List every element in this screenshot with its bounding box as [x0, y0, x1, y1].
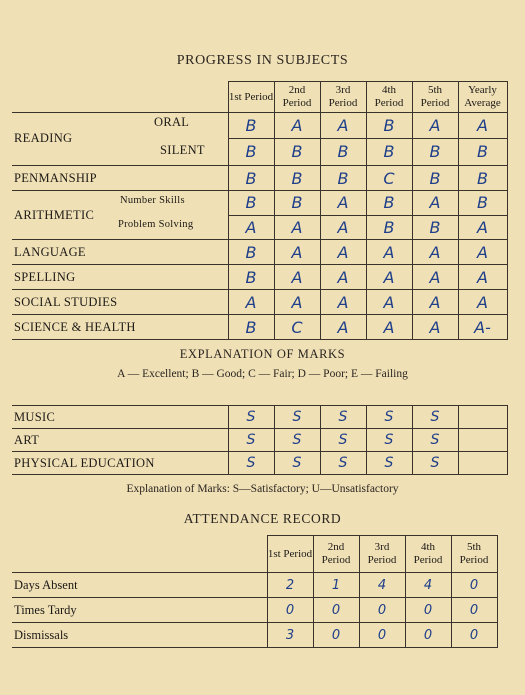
column-header: 2nd Period [313, 536, 359, 573]
value-cell: 4 [405, 573, 451, 598]
column-header: 4th Period [366, 82, 412, 113]
mark-cell: B [320, 166, 366, 191]
mark-cell: A [228, 215, 274, 240]
sub-label-oral: ORAL [154, 115, 190, 129]
mark-cell: A [274, 113, 320, 139]
mark-cell: B [412, 138, 458, 165]
attendance-title: ATTENDANCE RECORD [183, 511, 342, 526]
subject-arithmetic [12, 191, 228, 240]
subject-label: ARITHMETIC [14, 208, 95, 222]
subject-social-studies: SOCIAL STUDIES [12, 290, 228, 315]
mark-cell: A [320, 315, 366, 340]
value-cell: 0 [313, 598, 359, 623]
mark-cell: S [320, 406, 366, 429]
table-row [12, 406, 507, 429]
mark-cell: A [274, 290, 320, 315]
table-row [12, 191, 507, 216]
mark-cell: B [458, 138, 507, 165]
mark-cell: B [228, 138, 274, 165]
subject-art: ART [12, 429, 228, 452]
mark-cell: S [274, 452, 320, 475]
mark-cell: B [228, 113, 274, 139]
subject-physical-education: PHYSICAL EDUCATION [12, 452, 228, 475]
mark-cell: B [274, 138, 320, 165]
mark-cell: B [228, 166, 274, 191]
value-cell: 2 [267, 573, 313, 598]
mark-cell: A [458, 240, 507, 265]
mark-cell: A [366, 265, 412, 290]
mark-cell [458, 429, 507, 452]
mark-cell: B [366, 138, 412, 165]
value-cell: 0 [451, 623, 497, 648]
mark-cell: B [366, 113, 412, 139]
value-cell: 1 [313, 573, 359, 598]
mark-cell [458, 452, 507, 475]
subject-spelling: SPELLING [12, 265, 228, 290]
mark-cell: A [274, 265, 320, 290]
table-row [12, 166, 507, 191]
days-absent-label: Days Absent [12, 573, 267, 598]
mark-cell: A [274, 240, 320, 265]
mark-cell: B [228, 315, 274, 340]
sub-label-silent: SILENT [160, 143, 205, 157]
mark-cell: A [458, 215, 507, 240]
mark-cell: B [274, 191, 320, 216]
mark-cell: A [458, 290, 507, 315]
mark-cell: B [458, 191, 507, 216]
subject-reading [12, 113, 228, 166]
mark-cell [458, 406, 507, 429]
mark-cell: A [366, 240, 412, 265]
mark-cell: A [320, 215, 366, 240]
mark-cell: A [320, 113, 366, 139]
column-header: 5th Period [451, 536, 497, 573]
sub-label-number-skills: Number Skills [120, 195, 185, 206]
subject-penmanship: PENMANSHIP [12, 166, 228, 191]
mark-cell: A [412, 191, 458, 216]
mark-cell: B [412, 166, 458, 191]
table-row [12, 265, 507, 290]
mark-cell: S [412, 406, 458, 429]
mark-cell: B [228, 191, 274, 216]
subject-music: MUSIC [12, 406, 228, 429]
mark-cell: A [458, 113, 507, 139]
mark-cell: B [366, 191, 412, 216]
mark-cell: B [320, 138, 366, 165]
mark-cell: A [412, 113, 458, 139]
mark-cell: A [274, 215, 320, 240]
table-row [12, 623, 497, 648]
table-row [12, 315, 507, 340]
mark-cell: B [228, 265, 274, 290]
progress-table [12, 81, 508, 340]
subject-label: READING [14, 131, 73, 145]
mark-cell: S [320, 429, 366, 452]
mark-cell: S [274, 429, 320, 452]
subject-science-health: SCIENCE & HEALTH [12, 315, 228, 340]
corner-cell [12, 82, 228, 113]
value-cell: 4 [359, 573, 405, 598]
value-cell: 0 [405, 598, 451, 623]
value-cell: 0 [313, 623, 359, 648]
mark-cell: B [228, 240, 274, 265]
explanation-title: EXPLANATION OF MARKS [179, 347, 346, 361]
table-row [12, 240, 507, 265]
special-explanation: Explanation of Marks: S—Satisfactory; U—Unsatisfactory [126, 483, 399, 495]
mark-cell: S [366, 452, 412, 475]
mark-cell: B [274, 166, 320, 191]
attendance-header-row [12, 536, 497, 573]
mark-cell: A [366, 315, 412, 340]
sub-label-problem-solving: Problem Solving [118, 219, 194, 230]
mark-cell: A [412, 315, 458, 340]
mark-cell: S [274, 406, 320, 429]
mark-cell: S [228, 452, 274, 475]
mark-cell: C [274, 315, 320, 340]
mark-cell: S [228, 406, 274, 429]
column-header: 4th Period [405, 536, 451, 573]
mark-cell: A [458, 265, 507, 290]
mark-cell: A [228, 290, 274, 315]
mark-cell: A [320, 265, 366, 290]
table-row [12, 290, 507, 315]
mark-cell: A [320, 240, 366, 265]
mark-cell: A- [458, 315, 507, 340]
column-header: 1st Period [267, 536, 313, 573]
value-cell: 3 [267, 623, 313, 648]
mark-cell: S [366, 429, 412, 452]
column-header: 5th Period [412, 82, 458, 113]
mark-cell: S [412, 429, 458, 452]
table-row [12, 429, 507, 452]
mark-cell: A [412, 290, 458, 315]
value-cell: 0 [405, 623, 451, 648]
table-row [12, 573, 497, 598]
mark-cell: A [412, 240, 458, 265]
table-row [12, 452, 507, 475]
value-cell: 0 [451, 598, 497, 623]
mark-cell: C [366, 166, 412, 191]
times-tardy-label: Times Tardy [12, 598, 267, 623]
mark-cell: S [228, 429, 274, 452]
value-cell: 0 [267, 598, 313, 623]
subject-language: LANGUAGE [12, 240, 228, 265]
progress-title: PROGRESS IN SUBJECTS [176, 53, 349, 68]
mark-cell: S [412, 452, 458, 475]
mark-cell: S [366, 406, 412, 429]
attendance-table [12, 535, 498, 648]
column-header: 2nd Period [274, 82, 320, 113]
value-cell: 0 [359, 623, 405, 648]
explanation-text: A — Excellent; B — Good; C — Fair; D — Poor; E — Failing [117, 368, 408, 380]
mark-cell: B [458, 166, 507, 191]
progress-header-row [12, 82, 507, 113]
value-cell: 0 [359, 598, 405, 623]
mark-cell: A [320, 290, 366, 315]
corner-cell [12, 536, 267, 573]
mark-cell: A [412, 265, 458, 290]
column-header: 3rd Period [320, 82, 366, 113]
column-header: 1st Period [228, 82, 274, 113]
mark-cell: B [366, 215, 412, 240]
table-row [12, 113, 507, 139]
mark-cell: A [320, 191, 366, 216]
column-header: 3rd Period [359, 536, 405, 573]
value-cell: 0 [451, 573, 497, 598]
table-row [12, 598, 497, 623]
mark-cell: B [412, 215, 458, 240]
special-subjects-table [12, 405, 508, 475]
dismissals-label: Dismissals [12, 623, 267, 648]
column-header: Yearly Average [458, 82, 507, 113]
mark-cell: S [320, 452, 366, 475]
mark-cell: A [366, 290, 412, 315]
